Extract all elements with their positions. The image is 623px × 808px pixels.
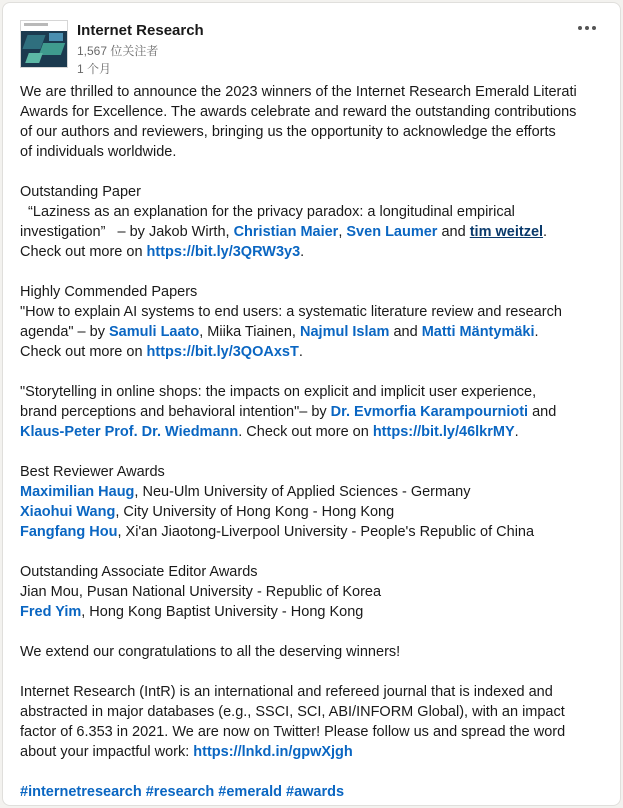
paper-link[interactable]: https://bit.ly/3QOAxsT bbox=[146, 344, 299, 360]
highly-commended-section: Highly Commended Papers "How to explain AI systems to end users: a systematic literature review and research agenda" – by Samuli Laato, Miika Tiainen, Najmul Islam and Matti Mäntymäki. Check out more on https://bit.ly/3QOAxsT. bbox=[20, 282, 605, 362]
hashtag-link[interactable]: #research bbox=[145, 784, 215, 800]
highly-commended-paper-2: "Storytelling in online shops: the impacts on explicit and implicit user experience, brand perceptions and behavioral intention"– by Dr. Evmorfia Karampournioti and Klaus-Peter Prof. Dr. Wiedmann. Check out more on https://bit.ly/46lkrMY. bbox=[20, 384, 557, 440]
follower-count: 1,567 位关注者 bbox=[77, 44, 159, 58]
author-link[interactable]: Najmul Islam bbox=[300, 324, 390, 340]
hashtag-link[interactable]: #emerald bbox=[218, 784, 282, 800]
section-heading: Outstanding Paper bbox=[20, 184, 141, 200]
reviewer-link[interactable]: Fangfang Hou bbox=[20, 524, 118, 540]
outstanding-paper-section: Outstanding Paper “Laziness as an explanation for the privacy paradox: a longitudinal empirical investigation” – by Jakob Wirth, Christian Maier, Sven Laumer and tim weitzel. Check out more on https://bit.ly/3QRW3y3. bbox=[20, 182, 605, 262]
hashtag-link[interactable]: #awards bbox=[286, 784, 345, 800]
author-link[interactable]: Matti Mäntymäki bbox=[421, 324, 535, 340]
post-card bbox=[2, 2, 621, 806]
best-reviewer-section: Best Reviewer Awards Maximilian Haug, Neu-Ulm University of Applied Sciences - Germany Xiaohui Wang, City University of Hong Kong - Hong Kong Fangfang Hou, Xi'an Jiaotong-Liverpool University - People's Republic of China bbox=[20, 462, 605, 542]
hashtag-link[interactable]: #internetresearch bbox=[20, 784, 142, 800]
editor-link[interactable]: Fred Yim bbox=[20, 604, 82, 620]
company-logo[interactable] bbox=[20, 20, 68, 68]
associate-editor-section: Outstanding Associate Editor Awards Jian Mou, Pusan National University - Republic of Korea Fred Yim, Hong Kong Baptist University - Hong Kong bbox=[20, 562, 605, 622]
author-link[interactable]: Dr. Evmorfia Karampournioti bbox=[330, 404, 529, 420]
section-heading: Outstanding Associate Editor Awards bbox=[20, 564, 258, 580]
post-time: 1 个月 bbox=[77, 62, 112, 76]
paper-link[interactable]: https://bit.ly/3QRW3y3 bbox=[146, 244, 301, 260]
hashtags bbox=[20, 782, 605, 802]
about-paragraph: Internet Research (IntR) is an international and refereed journal that is indexed and abstracted in major databases (e.g., SSCI, SCI, ABI/INFORM Global), with an impact factor of 6.353 in 2021. We are now on Twitter! Please follow us and spread the word about your impactful work: https://lnkd.in/gpwXjgh bbox=[20, 684, 566, 760]
twitter-link[interactable]: https://lnkd.in/gpwXjgh bbox=[193, 744, 353, 760]
post-body bbox=[20, 82, 605, 806]
author-link[interactable]: Klaus-Peter Prof. Dr. Wiedmann bbox=[20, 424, 239, 440]
author-link[interactable]: Sven Laumer bbox=[346, 224, 438, 240]
author-link[interactable]: Samuli Laato bbox=[109, 324, 200, 340]
section-heading: Highly Commended Papers bbox=[20, 284, 198, 300]
paper-link[interactable]: https://bit.ly/46lkrMY bbox=[372, 424, 515, 440]
post-header bbox=[20, 16, 605, 76]
reviewer-link[interactable]: Maximilian Haug bbox=[20, 484, 135, 500]
more-horizontal-icon[interactable] bbox=[573, 16, 601, 40]
author-link[interactable]: tim weitzel bbox=[469, 224, 544, 240]
congrats-paragraph: We extend our congratulations to all the deserving winners! bbox=[20, 644, 401, 660]
author-link[interactable]: Christian Maier bbox=[233, 224, 339, 240]
author-name[interactable]: Internet Research bbox=[77, 22, 204, 39]
intro-paragraph: We are thrilled to announce the 2023 winners of the Internet Research Emerald Literati Awards for Excellence. The awards celebrate and reward the outstanding contributions of our authors and reviewers, bringing us the opportunity to acknowledge the efforts of individuals worldwide. bbox=[20, 84, 577, 160]
section-heading: Best Reviewer Awards bbox=[20, 464, 165, 480]
reviewer-link[interactable]: Xiaohui Wang bbox=[20, 504, 116, 520]
